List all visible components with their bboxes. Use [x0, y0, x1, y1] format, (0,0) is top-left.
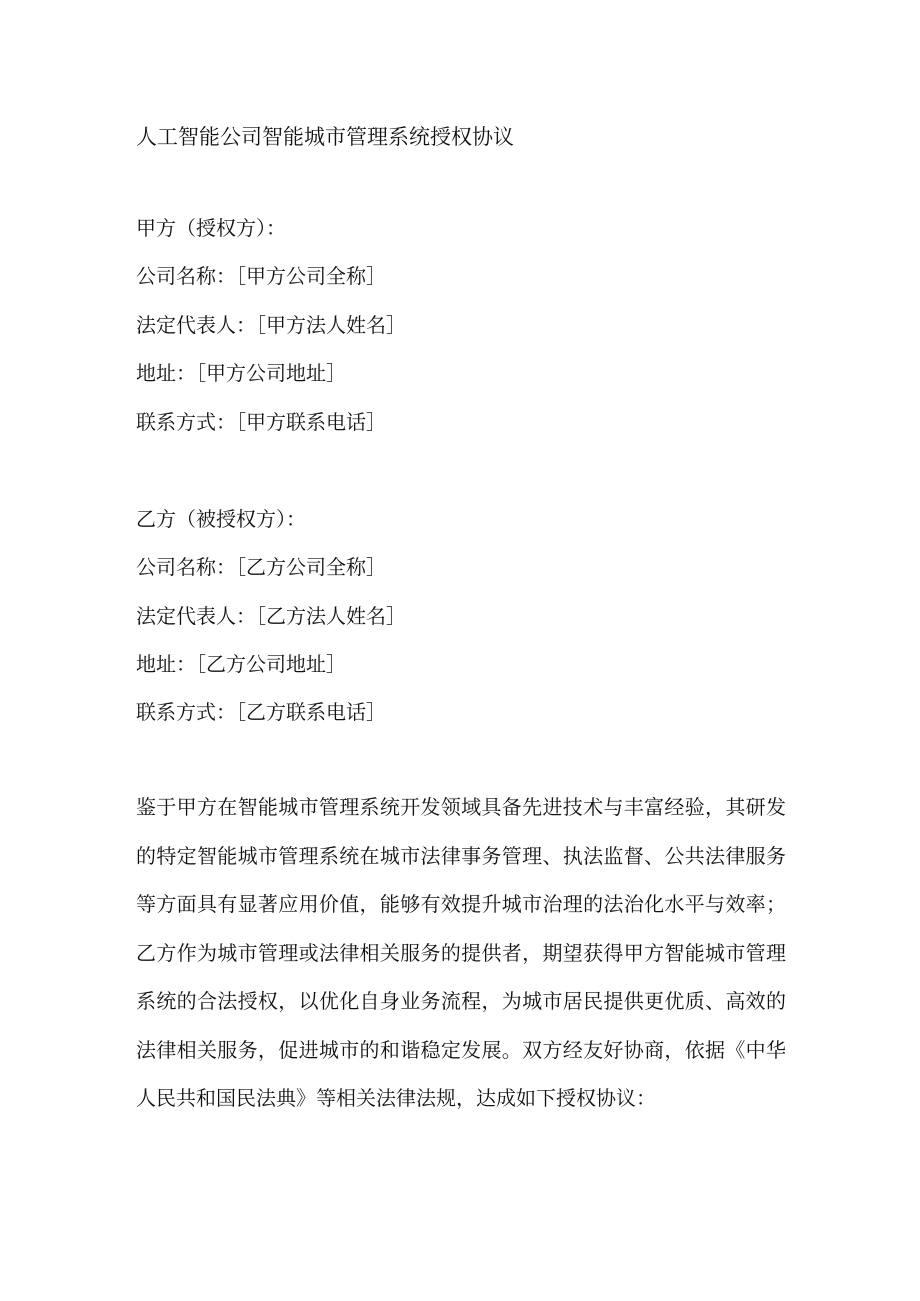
- party-a-legal-representative: 法定代表人：［甲方法人姓名］: [136, 313, 406, 337]
- party-b-address: 地址：［乙方公司地址］: [136, 652, 346, 676]
- preamble-line: 乙方作为城市管理或法律相关服务的提供者，期望获得甲方智能城市管理: [136, 940, 786, 965]
- party-b-company-name: 公司名称：［乙方公司全称］: [136, 555, 386, 579]
- preamble-line: 系统的合法授权，以优化自身业务流程，为城市居民提供更优质、高效的: [136, 989, 786, 1013]
- preamble-line: 人民共和国民法典》等相关法律法规，达成如下授权协议：: [136, 1086, 656, 1110]
- preamble-paragraph: [136, 783, 786, 1123]
- preamble-line: 法律相关服务，促进城市的和谐稳定发展。双方经友好协商，依据《中华: [136, 1037, 786, 1062]
- preamble-line: 鉴于甲方在智能城市管理系统开发领域具备先进技术与丰富经验，其研发: [136, 795, 786, 819]
- party-b-contact: 联系方式：［乙方联系电话］: [136, 700, 386, 724]
- party-a-heading: 甲方（授权方）：: [136, 216, 286, 240]
- party-b-legal-representative: 法定代表人：［乙方法人姓名］: [136, 604, 406, 628]
- party-a-company-name: 公司名称：［甲方公司全称］: [136, 264, 386, 288]
- party-a-contact: 联系方式：［甲方联系电话］: [136, 410, 386, 434]
- document-title: 人工智能公司智能城市管理系统授权协议: [136, 125, 514, 149]
- preamble-line: 的特定智能城市管理系统在城市法律事务管理、执法监督、公共法律服务: [136, 843, 786, 868]
- preamble-line: 等方面具有显著应用价值，能够有效提升城市治理的法治化水平与效率；: [136, 892, 786, 916]
- party-b-heading: 乙方（被授权方）：: [136, 507, 306, 531]
- party-a-address: 地址：［甲方公司地址］: [136, 361, 346, 385]
